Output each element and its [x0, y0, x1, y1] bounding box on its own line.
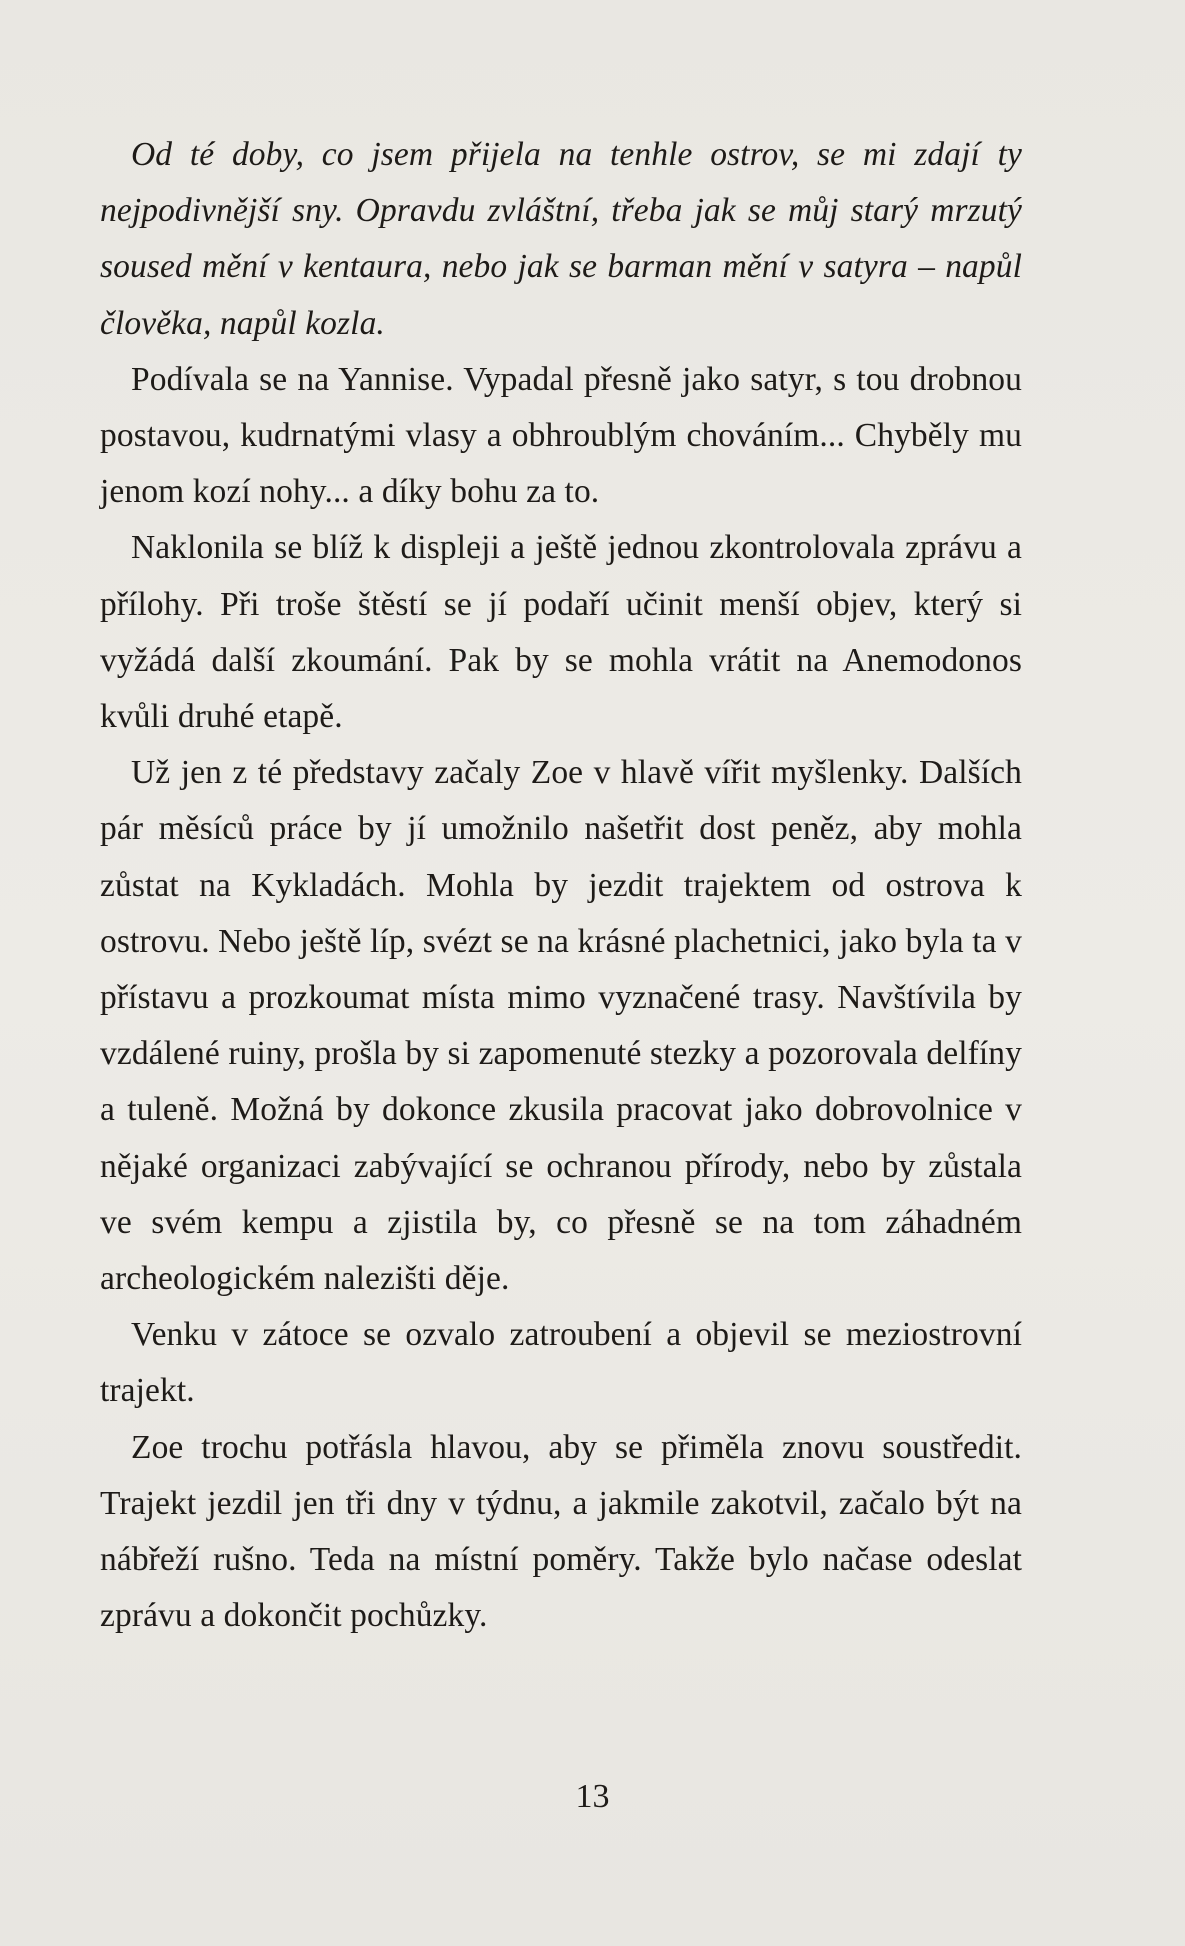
paragraph-ferry: Venku v zátoce se ozvalo zatroubení a objevil se meziostrovní trajekt.	[100, 1316, 1022, 1410]
body-text	[100, 127, 1022, 1644]
paragraph-thoughts: Už jen z té představy začaly Zoe v hlavě vířit myšlenky. Dalších pár měsíců práce by jí umožnilo našetřit dost peněz, aby mohla zůstat na Kykladách. Mohla by jezdit trajektem od ostrova k ostrovu. Nebo ještě líp, svézt se na krásné plachetnici, jako byla ta v přístavu a prozkoumat místa mimo vyznačené trasy. Navštívila by vzdálené ruiny, prošla by si zapomenuté stezky a pozorovala delfíny a tuleně. Možná by dokonce zkusila pracovat jako dobrovolnice v nějaké organizaci zabývající se ochranou přírody, nebo by zůstala ve svém kempu a zjistila by, co přesně se na tom záhadném archeologickém nalezišti děje.	[100, 754, 1022, 1298]
paragraph-yannis: Podívala se na Yannise. Vypadal přesně jako satyr, s tou drobnou postavou, kudrnatými vlasy a obhroublým chováním... Chyběly mu jenom kozí nohy... a díky bohu za to.	[100, 360, 1022, 511]
paragraph-display: Naklonila se blíž k displeji a ještě jednou zkontrolovala zprávu a přílohy. Při troše štěstí se jí podaří učinit menší objev, který si vyžádá další zkoumání. Pak by se mohla vrátit na Anemodonos kvůli druhé etapě.	[100, 529, 1022, 736]
page-number: 13	[575, 1778, 610, 1815]
paragraph-dream-italic: Od té doby, co jsem přijela na tenhle ostrov, se mi zdají ty nejpodivnější sny. Opravdu zvláštní, třeba jak se můj starý mrzutý soused mění v kentaura, nebo jak se barman mění v satyra – napůl člověka, napůl kozla.	[100, 136, 1022, 342]
paragraph-focus: Zoe trochu potřásla hlavou, aby se přiměla znovu soustředit. Trajekt jezdil jen tři dny v týdnu, a jakmile zakotvil, začalo být na nábřeží rušno. Teda na místní poměry. Takže bylo načase odeslat zprávu a dokončit pochůzky.	[100, 1428, 1022, 1635]
